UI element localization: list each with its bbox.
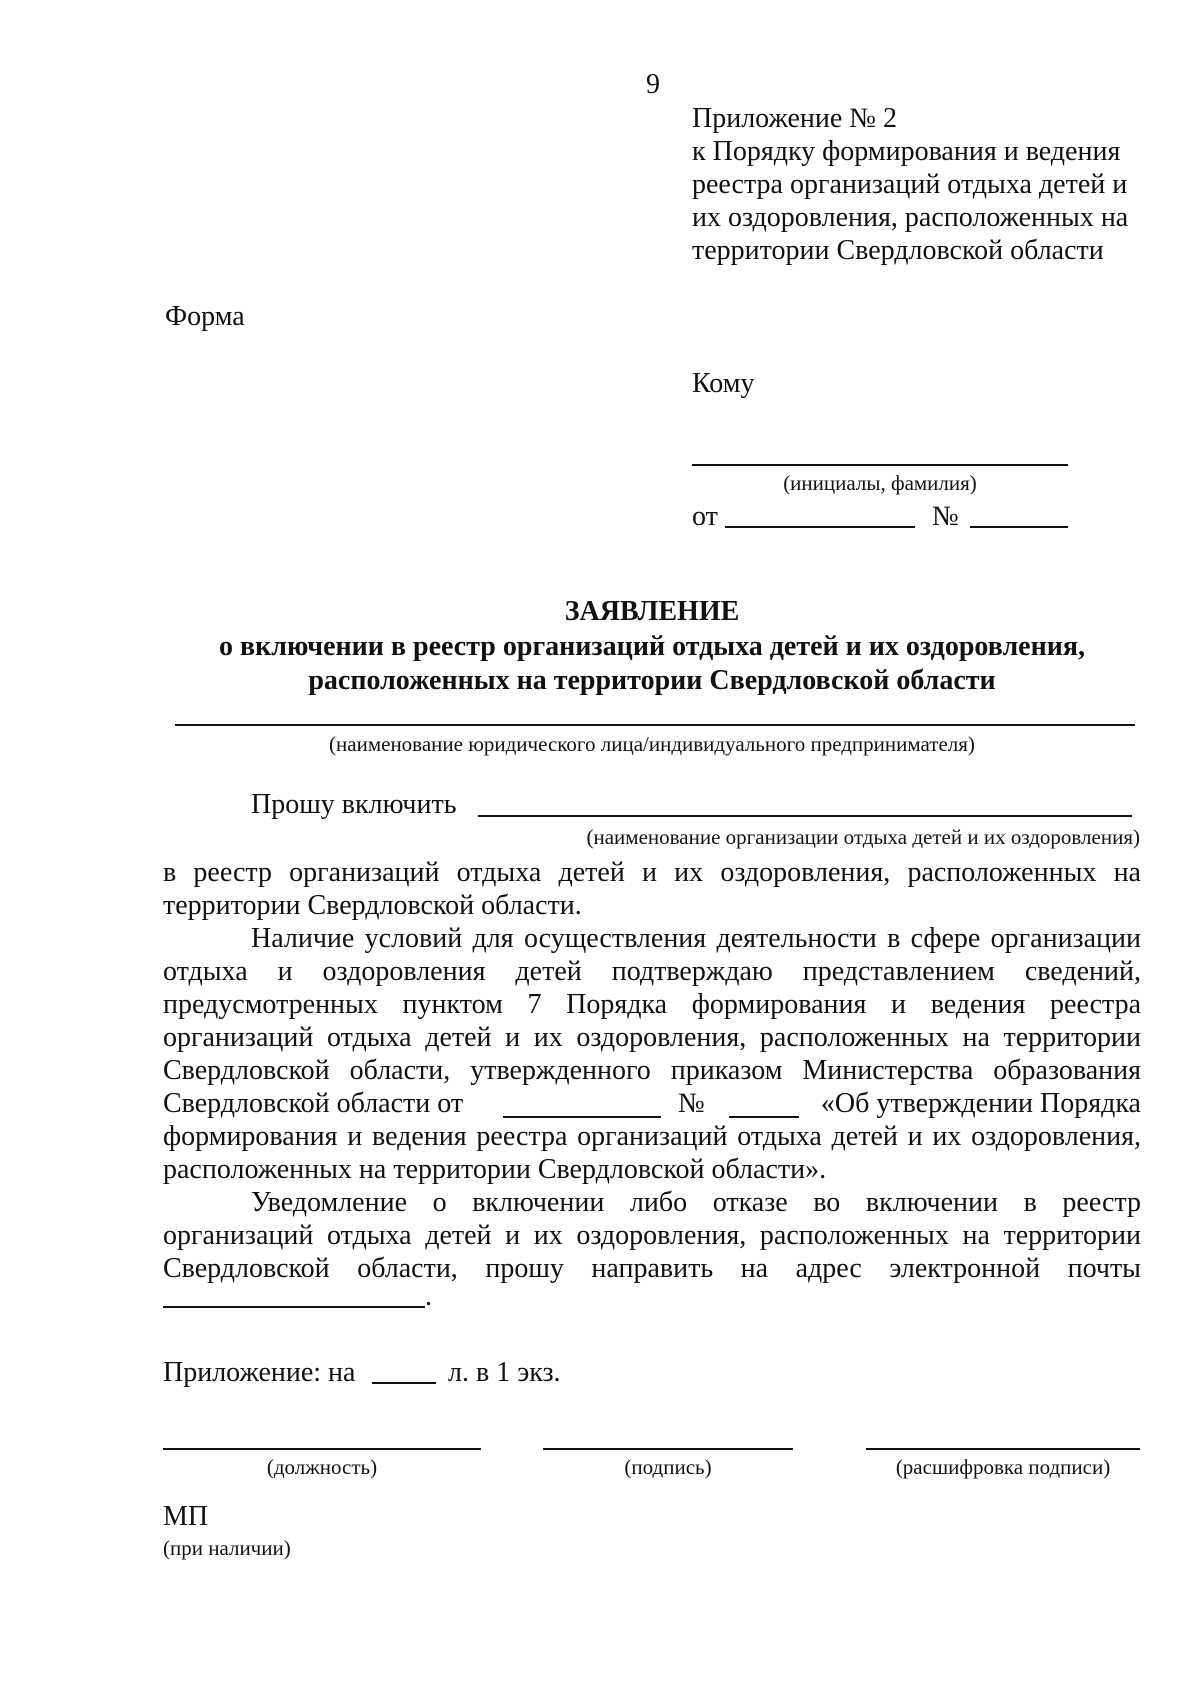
paragraph-line: организаций отдыха детей и их оздоровления, расположенных на территории (163, 1022, 1141, 1053)
request-label: Прошу включить (251, 789, 457, 820)
conditions-paragraph (163, 922, 1141, 1186)
appendix-line: к Порядку формирования и ведения (692, 136, 1121, 167)
position-line[interactable] (163, 1448, 481, 1450)
addressee-from-label: от (692, 501, 718, 532)
order-number-label: № (678, 1088, 705, 1119)
paragraph-line: организаций отдыха детей и их оздоровления, расположенных на территории (163, 1220, 1141, 1251)
attachment-label: Приложение: на (163, 1357, 356, 1388)
appendix-block (692, 102, 1172, 267)
document-subtitle: расположенных на территории Свердловской области (308, 665, 996, 696)
form-label: Форма (165, 301, 245, 332)
email-end: . (425, 1281, 432, 1312)
organization-name-line[interactable] (478, 815, 1132, 817)
signature-line[interactable] (543, 1448, 793, 1450)
paragraph-line: расположенных на территории Свердловской области». (163, 1154, 827, 1185)
paragraph-line: Свердловской области, утвержденного приказом Министерства образования (163, 1055, 1141, 1086)
addressee-to-label: Кому (692, 368, 755, 399)
signature-decoding-line[interactable] (866, 1448, 1140, 1450)
attachment-pages-line[interactable] (372, 1382, 436, 1384)
paragraph-line: формирования и ведения реестра организаций отдыха детей и их оздоровления, (163, 1121, 1141, 1152)
addressee-date-line[interactable] (725, 526, 915, 528)
order-title-start: «Об утверждении Порядка (820, 1088, 1141, 1119)
order-number-line[interactable] (729, 1116, 799, 1118)
paragraph-line: Свердловской области, прошу направить на адрес электронной почты (163, 1253, 1141, 1284)
addressee-number-line[interactable] (970, 526, 1068, 528)
addressee-caption: (инициалы, фамилия) (783, 471, 977, 495)
organization-caption: (наименование организации отдыха детей и их оздоровления) (586, 825, 1140, 849)
stamp-note: (при наличии) (163, 1536, 291, 1560)
paragraph-line: предусмотренных пунктом 7 Порядка формирования и ведения реестра (163, 989, 1141, 1020)
order-from-label: Свердловской области от (163, 1088, 464, 1119)
notification-paragraph (163, 1186, 1141, 1285)
request-paragraph (163, 856, 1141, 922)
addressee-name-line[interactable] (692, 464, 1068, 466)
paragraph-line (163, 1087, 1141, 1120)
document-subtitle: о включении в реестр организаций отдыха детей и их оздоровления, (218, 631, 1086, 662)
signature-decoding-caption: (расшифровка подписи) (895, 1455, 1111, 1479)
document-title: ЗАЯВЛЕНИЕ (564, 596, 740, 627)
paragraph-line: Уведомление о включении либо отказе во включении в реестр (251, 1187, 1141, 1218)
addressee-number-label: № (932, 501, 959, 532)
email-line[interactable] (163, 1306, 425, 1308)
entity-caption: (наименование юридического лица/индивидуального предпринимателя) (329, 732, 975, 756)
paragraph-line: Наличие условий для осуществления деятельности в сфере организации (251, 923, 1141, 954)
appendix-line: территории Свердловской области (692, 235, 1104, 266)
signature-caption: (подпись) (624, 1455, 712, 1479)
page-number: 9 (646, 69, 660, 100)
paragraph-line: территории Свердловской области. (163, 890, 582, 921)
appendix-line: реестра организаций отдыха детей и (692, 169, 1128, 200)
order-date-line[interactable] (503, 1116, 661, 1118)
appendix-line: их оздоровления, расположенных на (692, 202, 1129, 233)
appendix-title: Приложение № 2 (692, 103, 897, 134)
paragraph-line: отдыха и оздоровления детей подтверждаю представлением сведений, (163, 956, 1141, 987)
paragraph-line: в реестр организаций отдыха детей и их оздоровления, расположенных на (163, 857, 1141, 888)
stamp-label: МП (163, 1501, 209, 1532)
attachment-suffix: л. в 1 экз. (448, 1357, 561, 1388)
position-caption: (должность) (266, 1455, 378, 1479)
entity-name-line[interactable] (175, 724, 1135, 726)
